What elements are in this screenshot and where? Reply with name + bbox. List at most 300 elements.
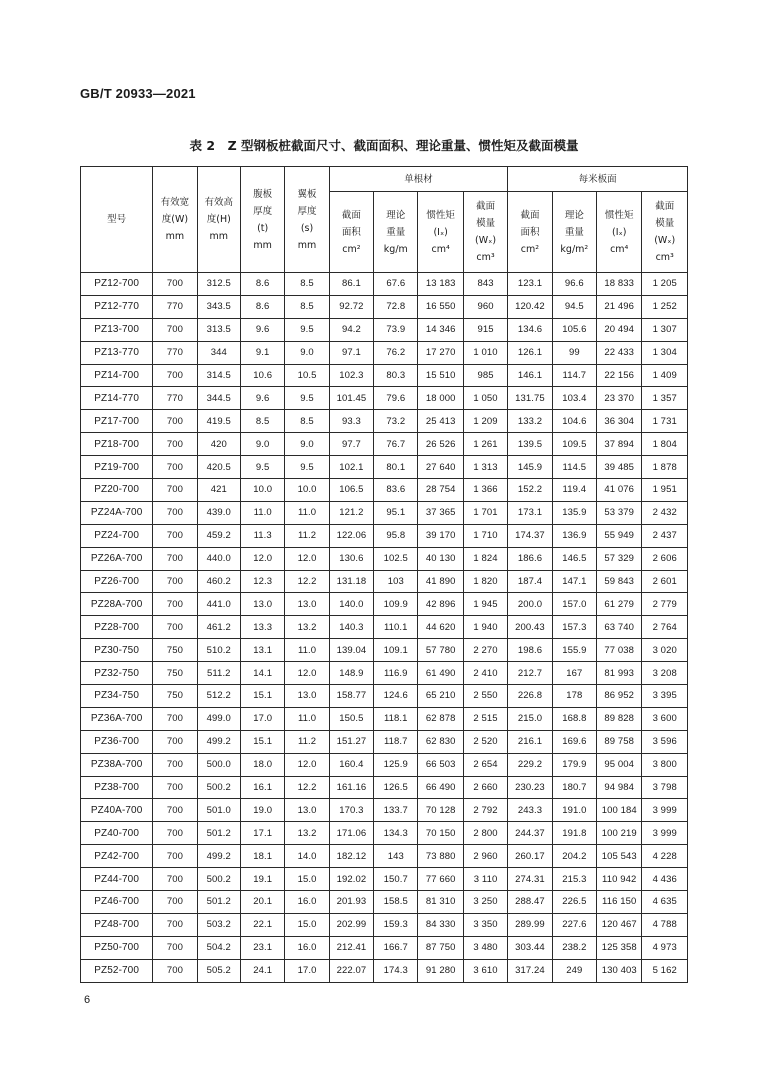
cell-meter-inertia: 105 543 bbox=[597, 845, 642, 868]
cell-single-area: 222.07 bbox=[329, 959, 373, 982]
header-flange-thickness: 翼板 厚度 (s) mm bbox=[285, 167, 329, 273]
cell-meter-weight: 226.5 bbox=[552, 891, 596, 914]
cell-model: PZ12-700 bbox=[81, 273, 153, 296]
cell-meter-inertia: 59 843 bbox=[597, 570, 642, 593]
cell-meter-modulus: 4 635 bbox=[642, 891, 688, 914]
cell-flange-thickness: 11.0 bbox=[285, 707, 329, 730]
cell-single-inertia: 65 210 bbox=[418, 685, 463, 708]
header-effective-height: 有效高 度(H) mm bbox=[197, 167, 240, 273]
cell-meter-weight: 104.6 bbox=[552, 410, 596, 433]
header-single-area: 截面 面积 cm² bbox=[329, 192, 373, 273]
cell-single-area: 139.04 bbox=[329, 639, 373, 662]
cell-web-thickness: 18.0 bbox=[240, 753, 284, 776]
cell-single-weight: 109.9 bbox=[374, 593, 418, 616]
table-row bbox=[81, 685, 688, 708]
cell-meter-modulus: 3 999 bbox=[642, 799, 688, 822]
cell-effective-width: 750 bbox=[153, 639, 197, 662]
cell-single-inertia: 14 346 bbox=[418, 318, 463, 341]
cell-effective-height: 421 bbox=[197, 479, 240, 502]
cell-single-modulus: 1 701 bbox=[463, 501, 507, 524]
cell-model: PZ26A-700 bbox=[81, 547, 153, 570]
cell-single-area: 158.77 bbox=[329, 685, 373, 708]
cell-meter-area: 200.0 bbox=[508, 593, 552, 616]
cell-single-modulus: 2 960 bbox=[463, 845, 507, 868]
cell-effective-height: 420.5 bbox=[197, 456, 240, 479]
cell-model: PZ24A-700 bbox=[81, 501, 153, 524]
cell-single-weight: 102.5 bbox=[374, 547, 418, 570]
cell-meter-weight: 180.7 bbox=[552, 776, 596, 799]
cell-web-thickness: 17.1 bbox=[240, 822, 284, 845]
cell-effective-height: 499.0 bbox=[197, 707, 240, 730]
cell-flange-thickness: 12.0 bbox=[285, 753, 329, 776]
cell-single-modulus: 985 bbox=[463, 364, 507, 387]
cell-model: PZ30-750 bbox=[81, 639, 153, 662]
cell-single-inertia: 62 830 bbox=[418, 730, 463, 753]
cell-meter-modulus: 4 788 bbox=[642, 913, 688, 936]
cell-flange-thickness: 8.5 bbox=[285, 295, 329, 318]
table-row bbox=[81, 662, 688, 685]
table-row bbox=[81, 799, 688, 822]
table-row bbox=[81, 730, 688, 753]
cell-meter-modulus: 3 020 bbox=[642, 639, 688, 662]
cell-meter-weight: 103.4 bbox=[552, 387, 596, 410]
header-single-inertia: 惯性矩 (Iₓ) cm⁴ bbox=[418, 192, 463, 273]
cell-meter-weight: 146.5 bbox=[552, 547, 596, 570]
cell-single-modulus: 3 250 bbox=[463, 891, 507, 914]
cell-model: PZ40A-700 bbox=[81, 799, 153, 822]
cell-meter-inertia: 89 828 bbox=[597, 707, 642, 730]
cell-meter-inertia: 100 184 bbox=[597, 799, 642, 822]
cell-model: PZ36A-700 bbox=[81, 707, 153, 730]
cell-effective-width: 700 bbox=[153, 868, 197, 891]
header-meter-inertia: 惯性矩 (Iₓ) cm⁴ bbox=[597, 192, 642, 273]
cell-web-thickness: 8.6 bbox=[240, 273, 284, 296]
cell-meter-weight: 119.4 bbox=[552, 479, 596, 502]
cell-single-inertia: 91 280 bbox=[418, 959, 463, 982]
cell-effective-width: 700 bbox=[153, 364, 197, 387]
cell-model: PZ42-700 bbox=[81, 845, 153, 868]
cell-flange-thickness: 12.2 bbox=[285, 776, 329, 799]
cell-effective-height: 512.2 bbox=[197, 685, 240, 708]
cell-meter-area: 212.7 bbox=[508, 662, 552, 685]
cell-effective-width: 700 bbox=[153, 524, 197, 547]
cell-web-thickness: 23.1 bbox=[240, 936, 284, 959]
cell-single-weight: 80.1 bbox=[374, 456, 418, 479]
cell-meter-area: 289.99 bbox=[508, 913, 552, 936]
cell-single-area: 122.06 bbox=[329, 524, 373, 547]
cell-effective-height: 500.2 bbox=[197, 776, 240, 799]
cell-effective-width: 700 bbox=[153, 753, 197, 776]
cell-flange-thickness: 13.0 bbox=[285, 593, 329, 616]
cell-effective-height: 312.5 bbox=[197, 273, 240, 296]
cell-single-inertia: 62 878 bbox=[418, 707, 463, 730]
cell-meter-modulus: 3 395 bbox=[642, 685, 688, 708]
cell-meter-area: 243.3 bbox=[508, 799, 552, 822]
cell-meter-inertia: 77 038 bbox=[597, 639, 642, 662]
cell-single-weight: 83.6 bbox=[374, 479, 418, 502]
cell-flange-thickness: 9.0 bbox=[285, 433, 329, 456]
cell-effective-width: 700 bbox=[153, 891, 197, 914]
cell-single-weight: 133.7 bbox=[374, 799, 418, 822]
cell-single-modulus: 960 bbox=[463, 295, 507, 318]
cell-single-inertia: 28 754 bbox=[418, 479, 463, 502]
cell-meter-modulus: 1 307 bbox=[642, 318, 688, 341]
cell-meter-modulus: 2 779 bbox=[642, 593, 688, 616]
cell-effective-height: 314.5 bbox=[197, 364, 240, 387]
cell-meter-modulus: 1 951 bbox=[642, 479, 688, 502]
table-row bbox=[81, 959, 688, 982]
cell-effective-height: 420 bbox=[197, 433, 240, 456]
cell-single-inertia: 39 170 bbox=[418, 524, 463, 547]
cell-web-thickness: 11.0 bbox=[240, 501, 284, 524]
cell-single-area: 182.12 bbox=[329, 845, 373, 868]
cell-meter-modulus: 3 798 bbox=[642, 776, 688, 799]
cell-effective-width: 700 bbox=[153, 776, 197, 799]
cell-single-weight: 76.7 bbox=[374, 433, 418, 456]
cell-web-thickness: 13.1 bbox=[240, 639, 284, 662]
cell-effective-height: 499.2 bbox=[197, 845, 240, 868]
cell-single-inertia: 16 550 bbox=[418, 295, 463, 318]
cell-model: PZ13-700 bbox=[81, 318, 153, 341]
cell-effective-height: 439.0 bbox=[197, 501, 240, 524]
cell-flange-thickness: 11.0 bbox=[285, 501, 329, 524]
cell-flange-thickness: 10.5 bbox=[285, 364, 329, 387]
cell-meter-modulus: 3 600 bbox=[642, 707, 688, 730]
cell-web-thickness: 10.6 bbox=[240, 364, 284, 387]
cell-meter-inertia: 63 740 bbox=[597, 616, 642, 639]
cell-meter-inertia: 86 952 bbox=[597, 685, 642, 708]
cell-single-inertia: 15 510 bbox=[418, 364, 463, 387]
cell-single-weight: 76.2 bbox=[374, 341, 418, 364]
cell-effective-height: 501.0 bbox=[197, 799, 240, 822]
cell-meter-area: 230.23 bbox=[508, 776, 552, 799]
cell-single-weight: 174.3 bbox=[374, 959, 418, 982]
cell-meter-weight: 178 bbox=[552, 685, 596, 708]
cell-single-modulus: 2 410 bbox=[463, 662, 507, 685]
cell-effective-height: 343.5 bbox=[197, 295, 240, 318]
cell-meter-weight: 109.5 bbox=[552, 433, 596, 456]
cell-model: PZ18-700 bbox=[81, 433, 153, 456]
cell-effective-height: 313.5 bbox=[197, 318, 240, 341]
cell-effective-width: 770 bbox=[153, 387, 197, 410]
cell-single-area: 102.3 bbox=[329, 364, 373, 387]
table-row bbox=[81, 593, 688, 616]
table-row bbox=[81, 868, 688, 891]
cell-effective-height: 501.2 bbox=[197, 891, 240, 914]
cell-single-area: 93.3 bbox=[329, 410, 373, 433]
cell-meter-modulus: 2 606 bbox=[642, 547, 688, 570]
header-group-single: 单根材 bbox=[329, 167, 508, 192]
cell-model: PZ19-700 bbox=[81, 456, 153, 479]
cell-single-weight: 67.6 bbox=[374, 273, 418, 296]
cell-single-modulus: 2 654 bbox=[463, 753, 507, 776]
cell-single-inertia: 37 365 bbox=[418, 501, 463, 524]
table-row bbox=[81, 433, 688, 456]
cell-web-thickness: 9.6 bbox=[240, 387, 284, 410]
cell-meter-area: 274.31 bbox=[508, 868, 552, 891]
cell-meter-weight: 204.2 bbox=[552, 845, 596, 868]
cell-single-inertia: 70 150 bbox=[418, 822, 463, 845]
cell-meter-inertia: 116 150 bbox=[597, 891, 642, 914]
cell-single-area: 150.5 bbox=[329, 707, 373, 730]
cell-meter-area: 198.6 bbox=[508, 639, 552, 662]
cell-meter-modulus: 1 357 bbox=[642, 387, 688, 410]
cell-model: PZ20-700 bbox=[81, 479, 153, 502]
table-row bbox=[81, 936, 688, 959]
cell-single-modulus: 1 710 bbox=[463, 524, 507, 547]
cell-meter-modulus: 1 878 bbox=[642, 456, 688, 479]
standard-code: GB/T 20933—2021 bbox=[80, 86, 196, 101]
cell-effective-width: 700 bbox=[153, 273, 197, 296]
cell-model: PZ50-700 bbox=[81, 936, 153, 959]
header-meter-modulus: 截面 模量 (Wₓ) cm³ bbox=[642, 192, 688, 273]
cell-single-area: 97.7 bbox=[329, 433, 373, 456]
cell-web-thickness: 22.1 bbox=[240, 913, 284, 936]
cell-web-thickness: 9.0 bbox=[240, 433, 284, 456]
cell-model: PZ28-700 bbox=[81, 616, 153, 639]
cell-single-modulus: 2 792 bbox=[463, 799, 507, 822]
cell-meter-inertia: 22 433 bbox=[597, 341, 642, 364]
cell-flange-thickness: 17.0 bbox=[285, 959, 329, 982]
table-row bbox=[81, 707, 688, 730]
cell-single-area: 140.3 bbox=[329, 616, 373, 639]
cell-meter-weight: 169.6 bbox=[552, 730, 596, 753]
cell-web-thickness: 13.3 bbox=[240, 616, 284, 639]
cell-single-modulus: 1 945 bbox=[463, 593, 507, 616]
cell-flange-thickness: 11.2 bbox=[285, 730, 329, 753]
cell-flange-thickness: 13.2 bbox=[285, 616, 329, 639]
cell-model: PZ44-700 bbox=[81, 868, 153, 891]
cell-single-area: 86.1 bbox=[329, 273, 373, 296]
cell-effective-width: 700 bbox=[153, 616, 197, 639]
section-properties-table bbox=[80, 166, 688, 983]
cell-single-weight: 118.1 bbox=[374, 707, 418, 730]
cell-single-modulus: 2 800 bbox=[463, 822, 507, 845]
table-row bbox=[81, 410, 688, 433]
cell-web-thickness: 13.0 bbox=[240, 593, 284, 616]
cell-single-inertia: 13 183 bbox=[418, 273, 463, 296]
cell-single-inertia: 84 330 bbox=[418, 913, 463, 936]
cell-meter-weight: 96.6 bbox=[552, 273, 596, 296]
cell-meter-modulus: 2 432 bbox=[642, 501, 688, 524]
cell-meter-inertia: 94 984 bbox=[597, 776, 642, 799]
cell-single-area: 170.3 bbox=[329, 799, 373, 822]
cell-single-modulus: 1 209 bbox=[463, 410, 507, 433]
cell-meter-weight: 191.8 bbox=[552, 822, 596, 845]
cell-single-weight: 110.1 bbox=[374, 616, 418, 639]
cell-meter-inertia: 61 279 bbox=[597, 593, 642, 616]
cell-single-area: 97.1 bbox=[329, 341, 373, 364]
cell-meter-weight: 215.3 bbox=[552, 868, 596, 891]
cell-single-modulus: 3 110 bbox=[463, 868, 507, 891]
cell-single-inertia: 44 620 bbox=[418, 616, 463, 639]
cell-meter-area: 174.37 bbox=[508, 524, 552, 547]
cell-effective-width: 700 bbox=[153, 501, 197, 524]
cell-web-thickness: 9.5 bbox=[240, 456, 284, 479]
cell-meter-modulus: 2 601 bbox=[642, 570, 688, 593]
header-single-weight: 理论 重量 kg/m bbox=[374, 192, 418, 273]
cell-flange-thickness: 11.0 bbox=[285, 639, 329, 662]
cell-meter-weight: 227.6 bbox=[552, 913, 596, 936]
table-row bbox=[81, 570, 688, 593]
cell-meter-modulus: 1 731 bbox=[642, 410, 688, 433]
cell-model: PZ38-700 bbox=[81, 776, 153, 799]
cell-flange-thickness: 12.0 bbox=[285, 662, 329, 685]
cell-single-inertia: 27 640 bbox=[418, 456, 463, 479]
cell-model: PZ36-700 bbox=[81, 730, 153, 753]
cell-flange-thickness: 12.0 bbox=[285, 547, 329, 570]
cell-effective-width: 700 bbox=[153, 845, 197, 868]
cell-single-modulus: 3 480 bbox=[463, 936, 507, 959]
cell-single-modulus: 2 660 bbox=[463, 776, 507, 799]
cell-single-inertia: 81 310 bbox=[418, 891, 463, 914]
cell-effective-height: 500.2 bbox=[197, 868, 240, 891]
cell-effective-height: 441.0 bbox=[197, 593, 240, 616]
cell-single-modulus: 3 350 bbox=[463, 913, 507, 936]
cell-single-weight: 73.9 bbox=[374, 318, 418, 341]
cell-single-modulus: 1 313 bbox=[463, 456, 507, 479]
table-row bbox=[81, 547, 688, 570]
cell-meter-area: 288.47 bbox=[508, 891, 552, 914]
cell-flange-thickness: 13.0 bbox=[285, 799, 329, 822]
cell-effective-width: 700 bbox=[153, 570, 197, 593]
cell-meter-weight: 168.8 bbox=[552, 707, 596, 730]
cell-meter-weight: 147.1 bbox=[552, 570, 596, 593]
cell-meter-area: 139.5 bbox=[508, 433, 552, 456]
cell-meter-area: 134.6 bbox=[508, 318, 552, 341]
cell-effective-width: 770 bbox=[153, 295, 197, 318]
cell-single-inertia: 87 750 bbox=[418, 936, 463, 959]
cell-single-weight: 116.9 bbox=[374, 662, 418, 685]
cell-single-area: 140.0 bbox=[329, 593, 373, 616]
cell-meter-inertia: 18 833 bbox=[597, 273, 642, 296]
cell-effective-width: 700 bbox=[153, 936, 197, 959]
header-meter-area: 截面 面积 cm² bbox=[508, 192, 552, 273]
cell-meter-area: 145.9 bbox=[508, 456, 552, 479]
cell-single-weight: 134.3 bbox=[374, 822, 418, 845]
header-group-per-meter: 每米板面 bbox=[508, 167, 688, 192]
cell-single-weight: 79.6 bbox=[374, 387, 418, 410]
cell-meter-weight: 114.5 bbox=[552, 456, 596, 479]
cell-effective-width: 700 bbox=[153, 822, 197, 845]
cell-single-weight: 72.8 bbox=[374, 295, 418, 318]
header-model: 型号 bbox=[81, 167, 153, 273]
cell-meter-weight: 155.9 bbox=[552, 639, 596, 662]
cell-single-area: 131.18 bbox=[329, 570, 373, 593]
cell-single-inertia: 73 880 bbox=[418, 845, 463, 868]
cell-single-inertia: 77 660 bbox=[418, 868, 463, 891]
cell-model: PZ34-750 bbox=[81, 685, 153, 708]
cell-meter-area: 200.43 bbox=[508, 616, 552, 639]
cell-model: PZ14-770 bbox=[81, 387, 153, 410]
cell-meter-modulus: 1 205 bbox=[642, 273, 688, 296]
cell-meter-area: 226.8 bbox=[508, 685, 552, 708]
cell-flange-thickness: 11.2 bbox=[285, 524, 329, 547]
cell-web-thickness: 10.0 bbox=[240, 479, 284, 502]
cell-web-thickness: 12.0 bbox=[240, 547, 284, 570]
cell-single-inertia: 70 128 bbox=[418, 799, 463, 822]
cell-meter-modulus: 4 228 bbox=[642, 845, 688, 868]
cell-meter-inertia: 100 219 bbox=[597, 822, 642, 845]
cell-effective-height: 499.2 bbox=[197, 730, 240, 753]
cell-single-modulus: 1 824 bbox=[463, 547, 507, 570]
cell-single-modulus: 1 820 bbox=[463, 570, 507, 593]
cell-meter-inertia: 39 485 bbox=[597, 456, 642, 479]
cell-effective-width: 700 bbox=[153, 913, 197, 936]
header-web-thickness: 腹板 厚度 (t) mm bbox=[240, 167, 284, 273]
cell-single-inertia: 57 780 bbox=[418, 639, 463, 662]
cell-meter-weight: 238.2 bbox=[552, 936, 596, 959]
cell-meter-weight: 99 bbox=[552, 341, 596, 364]
cell-web-thickness: 8.5 bbox=[240, 410, 284, 433]
cell-web-thickness: 15.1 bbox=[240, 685, 284, 708]
cell-single-inertia: 41 890 bbox=[418, 570, 463, 593]
cell-meter-area: 216.1 bbox=[508, 730, 552, 753]
cell-effective-height: 504.2 bbox=[197, 936, 240, 959]
cell-meter-weight: 249 bbox=[552, 959, 596, 982]
cell-meter-area: 146.1 bbox=[508, 364, 552, 387]
cell-meter-area: 244.37 bbox=[508, 822, 552, 845]
cell-meter-modulus: 3 800 bbox=[642, 753, 688, 776]
cell-meter-area: 260.17 bbox=[508, 845, 552, 868]
cell-meter-area: 123.1 bbox=[508, 273, 552, 296]
cell-effective-height: 419.5 bbox=[197, 410, 240, 433]
cell-single-inertia: 25 413 bbox=[418, 410, 463, 433]
cell-flange-thickness: 9.5 bbox=[285, 387, 329, 410]
cell-single-inertia: 17 270 bbox=[418, 341, 463, 364]
cell-single-weight: 158.5 bbox=[374, 891, 418, 914]
cell-model: PZ52-700 bbox=[81, 959, 153, 982]
cell-effective-width: 700 bbox=[153, 730, 197, 753]
cell-meter-modulus: 5 162 bbox=[642, 959, 688, 982]
cell-effective-width: 700 bbox=[153, 547, 197, 570]
cell-model: PZ24-700 bbox=[81, 524, 153, 547]
table-row bbox=[81, 318, 688, 341]
cell-single-inertia: 26 526 bbox=[418, 433, 463, 456]
cell-single-modulus: 1 050 bbox=[463, 387, 507, 410]
cell-meter-modulus: 1 804 bbox=[642, 433, 688, 456]
cell-meter-weight: 94.5 bbox=[552, 295, 596, 318]
cell-meter-inertia: 23 370 bbox=[597, 387, 642, 410]
cell-single-inertia: 61 490 bbox=[418, 662, 463, 685]
cell-web-thickness: 19.1 bbox=[240, 868, 284, 891]
cell-meter-inertia: 37 894 bbox=[597, 433, 642, 456]
cell-meter-weight: 136.9 bbox=[552, 524, 596, 547]
cell-meter-modulus: 2 764 bbox=[642, 616, 688, 639]
cell-meter-weight: 157.3 bbox=[552, 616, 596, 639]
cell-meter-inertia: 110 942 bbox=[597, 868, 642, 891]
cell-web-thickness: 17.0 bbox=[240, 707, 284, 730]
cell-single-area: 101.45 bbox=[329, 387, 373, 410]
cell-effective-height: 505.2 bbox=[197, 959, 240, 982]
cell-web-thickness: 16.1 bbox=[240, 776, 284, 799]
cell-single-weight: 80.3 bbox=[374, 364, 418, 387]
cell-model: PZ48-700 bbox=[81, 913, 153, 936]
cell-single-modulus: 843 bbox=[463, 273, 507, 296]
cell-meter-inertia: 130 403 bbox=[597, 959, 642, 982]
cell-single-weight: 159.3 bbox=[374, 913, 418, 936]
cell-model: PZ14-700 bbox=[81, 364, 153, 387]
cell-single-area: 202.99 bbox=[329, 913, 373, 936]
table-row bbox=[81, 456, 688, 479]
cell-model: PZ13-770 bbox=[81, 341, 153, 364]
cell-single-area: 160.4 bbox=[329, 753, 373, 776]
table-row bbox=[81, 387, 688, 410]
cell-effective-height: 440.0 bbox=[197, 547, 240, 570]
cell-effective-height: 500.0 bbox=[197, 753, 240, 776]
cell-single-area: 102.1 bbox=[329, 456, 373, 479]
cell-flange-thickness: 10.0 bbox=[285, 479, 329, 502]
